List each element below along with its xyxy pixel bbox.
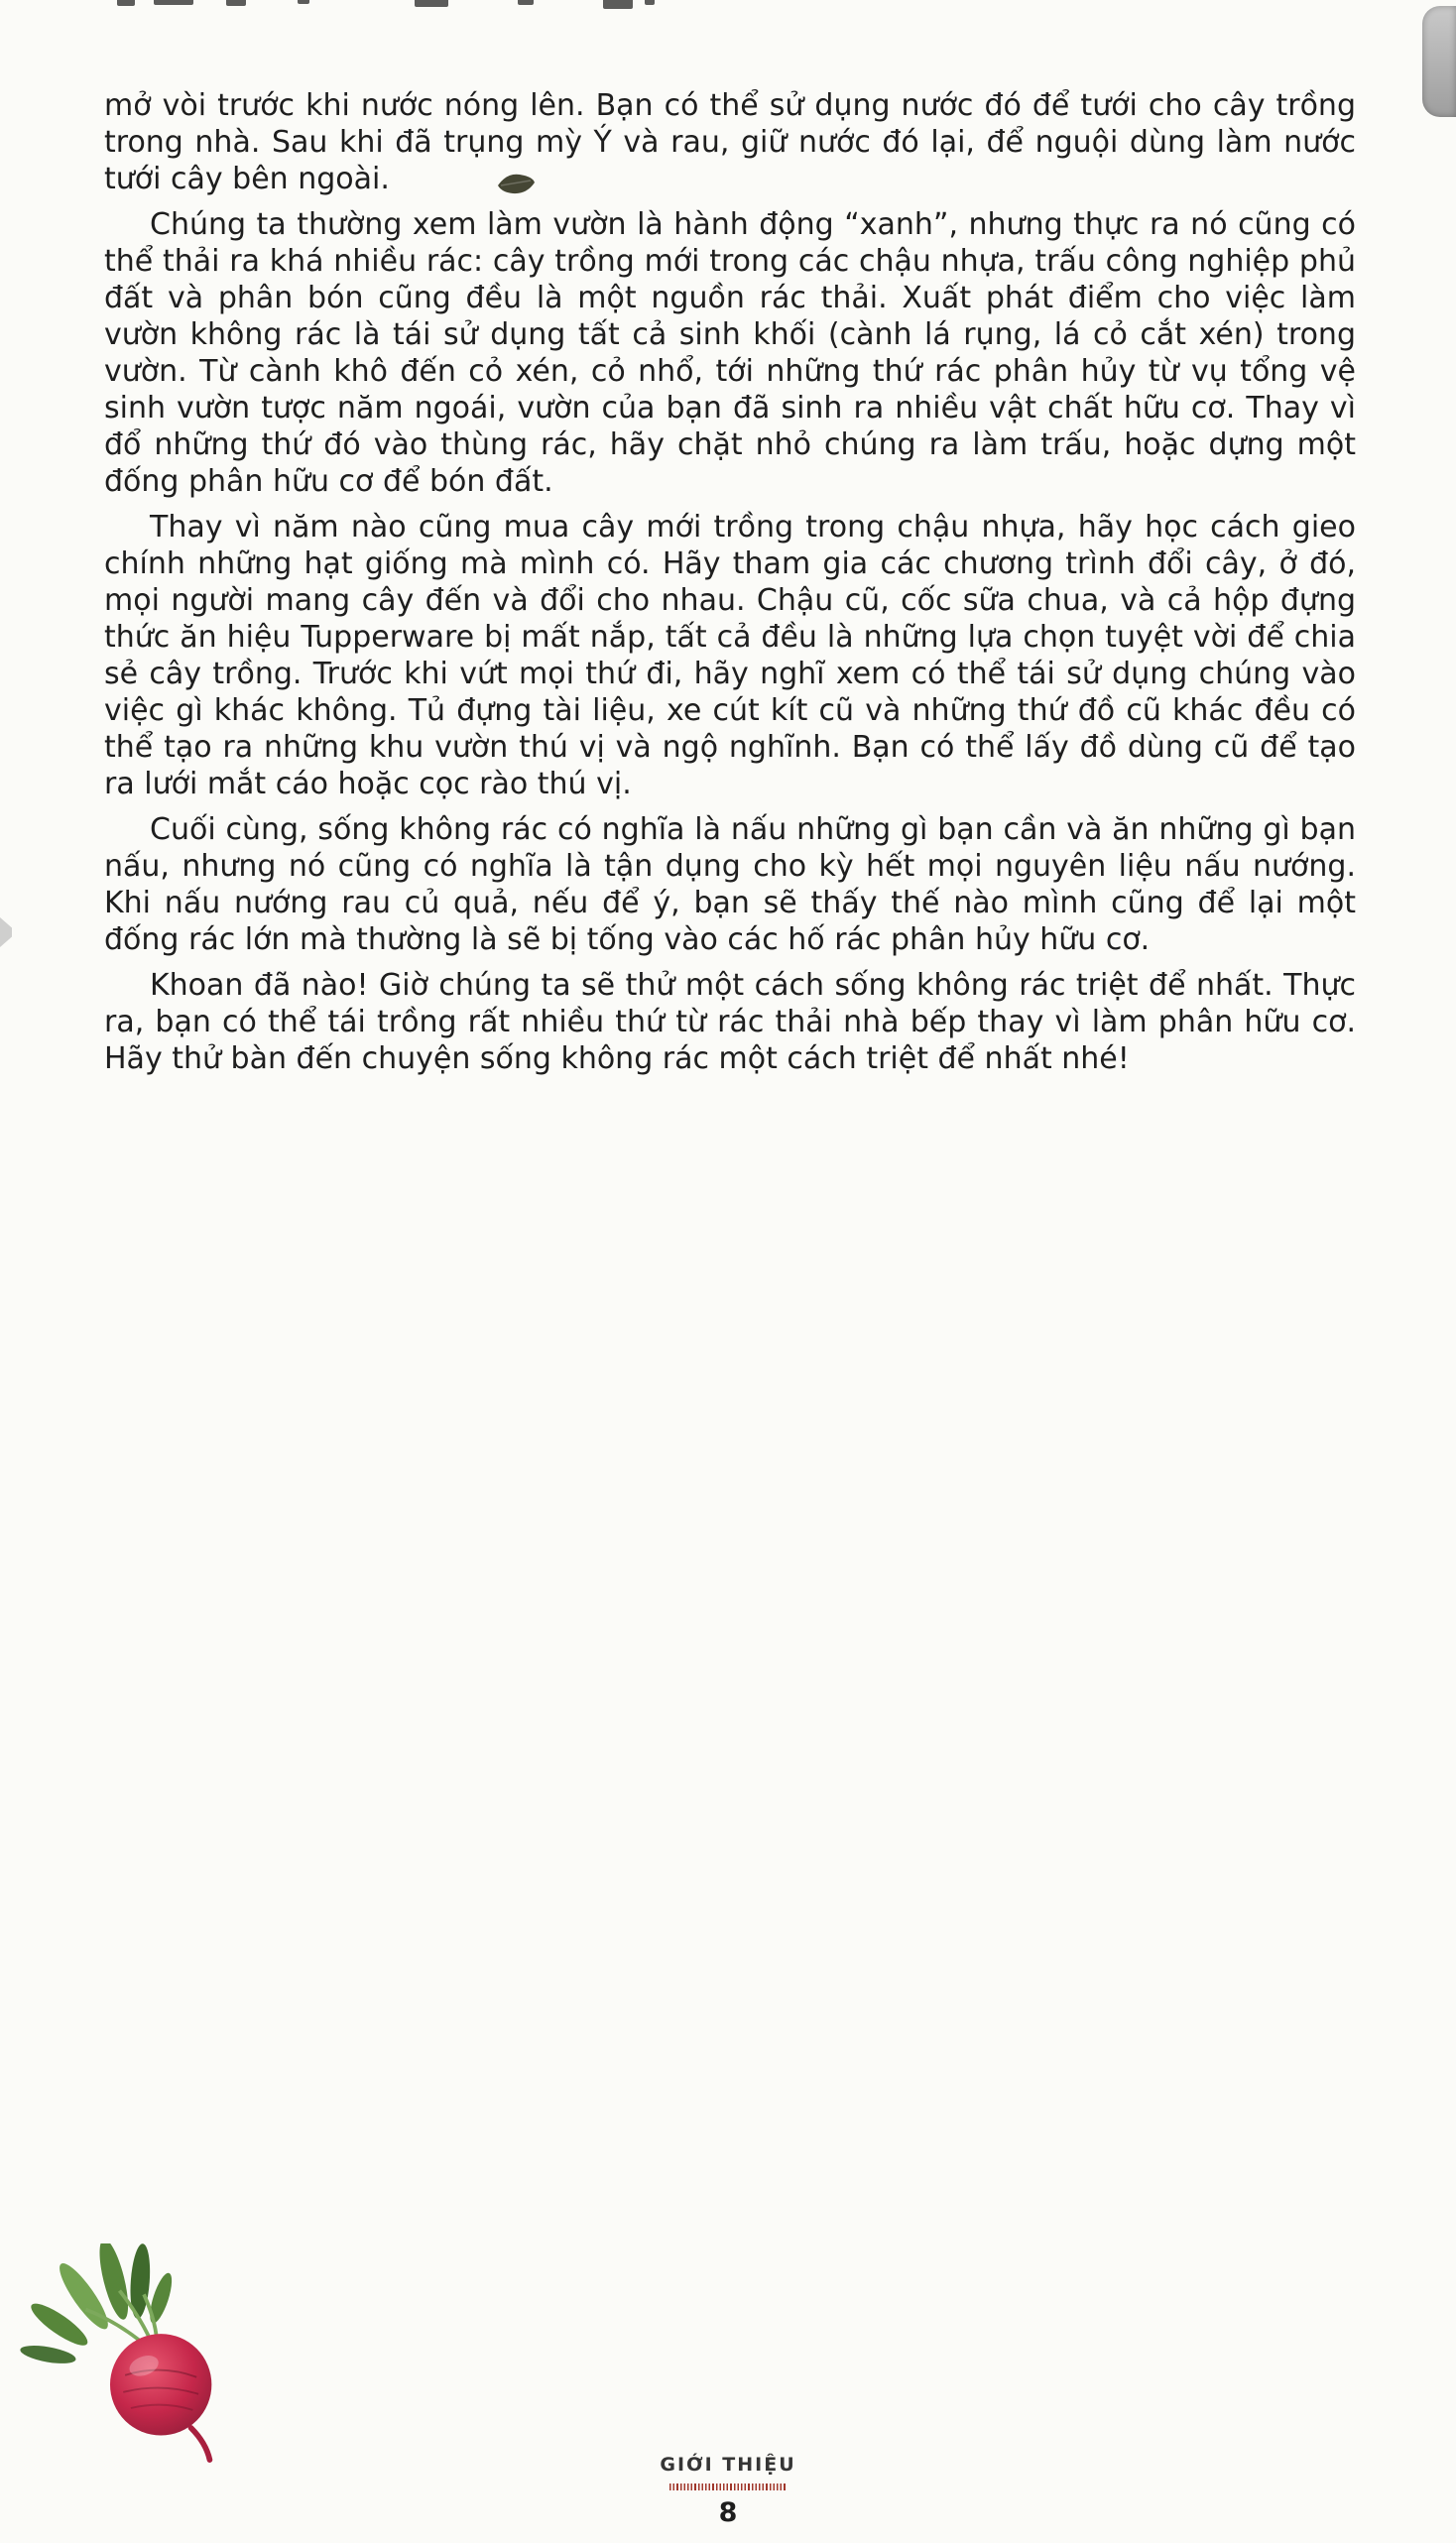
footer-dashed-rule: [669, 2483, 787, 2490]
paragraph-1: mở vòi trước khi nước nóng lên. Bạn có thể sử dụng nước đó để tưới cho cây trồng trong nhà. Sau khi đã trụng mỳ Ý và rau, giữ nước đó lại, để nguội dùng làm nước tưới cây bên ngoài.: [104, 88, 1356, 196]
body-text: [104, 87, 1356, 1086]
page-footer: [0, 2454, 1456, 2528]
paragraph-4: Cuối cùng, sống không rác có nghĩa là nấu những gì bạn cần và ăn những gì bạn nấu, nhưng nó cũng có nghĩa là tận dụng cho kỳ hết mọi nguyên liệu nấu nướng. Khi nấu nướng rau củ quả, nếu để ý, bạn sẽ thấy thế nào mình cũng để lại một đống rác lớn mà thường là sẽ bị tống vào các hố rác phân hủy hữu cơ.: [104, 812, 1356, 957]
scan-artifact-left-edge: [0, 917, 12, 947]
radish-illustration: [20, 2243, 236, 2465]
scan-mark: [154, 0, 193, 5]
scan-mark: [415, 0, 448, 7]
scan-mark: [117, 0, 135, 6]
section-label: GIỚI THIỆU: [660, 2454, 796, 2476]
scan-mark: [226, 0, 246, 6]
scan-mark: [645, 0, 655, 5]
radish-bulb: [110, 2334, 211, 2435]
scan-mark: [298, 0, 309, 4]
paragraph-2: Chúng ta thường xem làm vườn là hành động “xanh”, nhưng thực ra nó cũng có thể thải ra khá nhiều rác: cây trồng mới trong các chậu nhựa, trấu công nghiệp phủ đất và phân bón cũng đều là một nguồn rác thải. Xuất phát điểm cho việc làm vườn không rác là tái sử dụng tất cả sinh khối (cành lá rụng, lá cỏ cắt xén) trong vườn. Từ cành khô đến cỏ xén, cỏ nhổ, tới những thứ rác phân hủy từ vụ tổng vệ sinh vườn tược năm ngoái, vườn của bạn đã sinh ra nhiều vật chất hữu cơ. Thay vì đổ những thứ đó vào thùng rác, hãy chặt nhỏ chúng ra làm trấu, hoặc dựng một đống phân hữu cơ để bón đất.: [104, 207, 1356, 499]
leaf-smudge-icon: [494, 169, 538, 198]
scan-mark: [518, 0, 534, 5]
paragraph-5: Khoan đã nào! Giờ chúng ta sẽ thử một cách sống không rác triệt để nhất. Thực ra, bạn có thể tái trồng rất nhiều thứ từ rác thải nhà bếp thay vì làm phân hữu cơ. Hãy thử bàn đến chuyện sống không rác một cách triệt để nhất nhé!: [104, 968, 1356, 1076]
page-number: 8: [718, 2497, 738, 2528]
scan-artifact-gray-tab: [1422, 6, 1456, 117]
paragraph-3: Thay vì năm nào cũng mua cây mới trồng trong chậu nhựa, hãy học cách gieo chính những hạt giống mà mình có. Hãy tham gia các chương trình đổi cây, ở đó, mọi người mang cây đến và đổi cho nhau. Chậu cũ, cốc sữa chua, và cả hộp đựng thức ăn hiệu Tupperware bị mất nắp, tất cả đều là những lựa chọn tuyệt vời để chia sẻ cây trồng. Trước khi vứt mọi thứ đi, hãy nghĩ xem có thể tái sử dụng chúng vào việc gì khác không. Tủ đựng tài liệu, xe cút kít cũ và những thứ đồ cũ khác đều có thể tạo ra những khu vườn thú vị và ngộ nghĩnh. Bạn có thể lấy đồ dùng cũ để tạo ra lưới mắt cáo hoặc cọc rào thú vị.: [104, 510, 1356, 801]
scan-mark: [603, 0, 633, 9]
